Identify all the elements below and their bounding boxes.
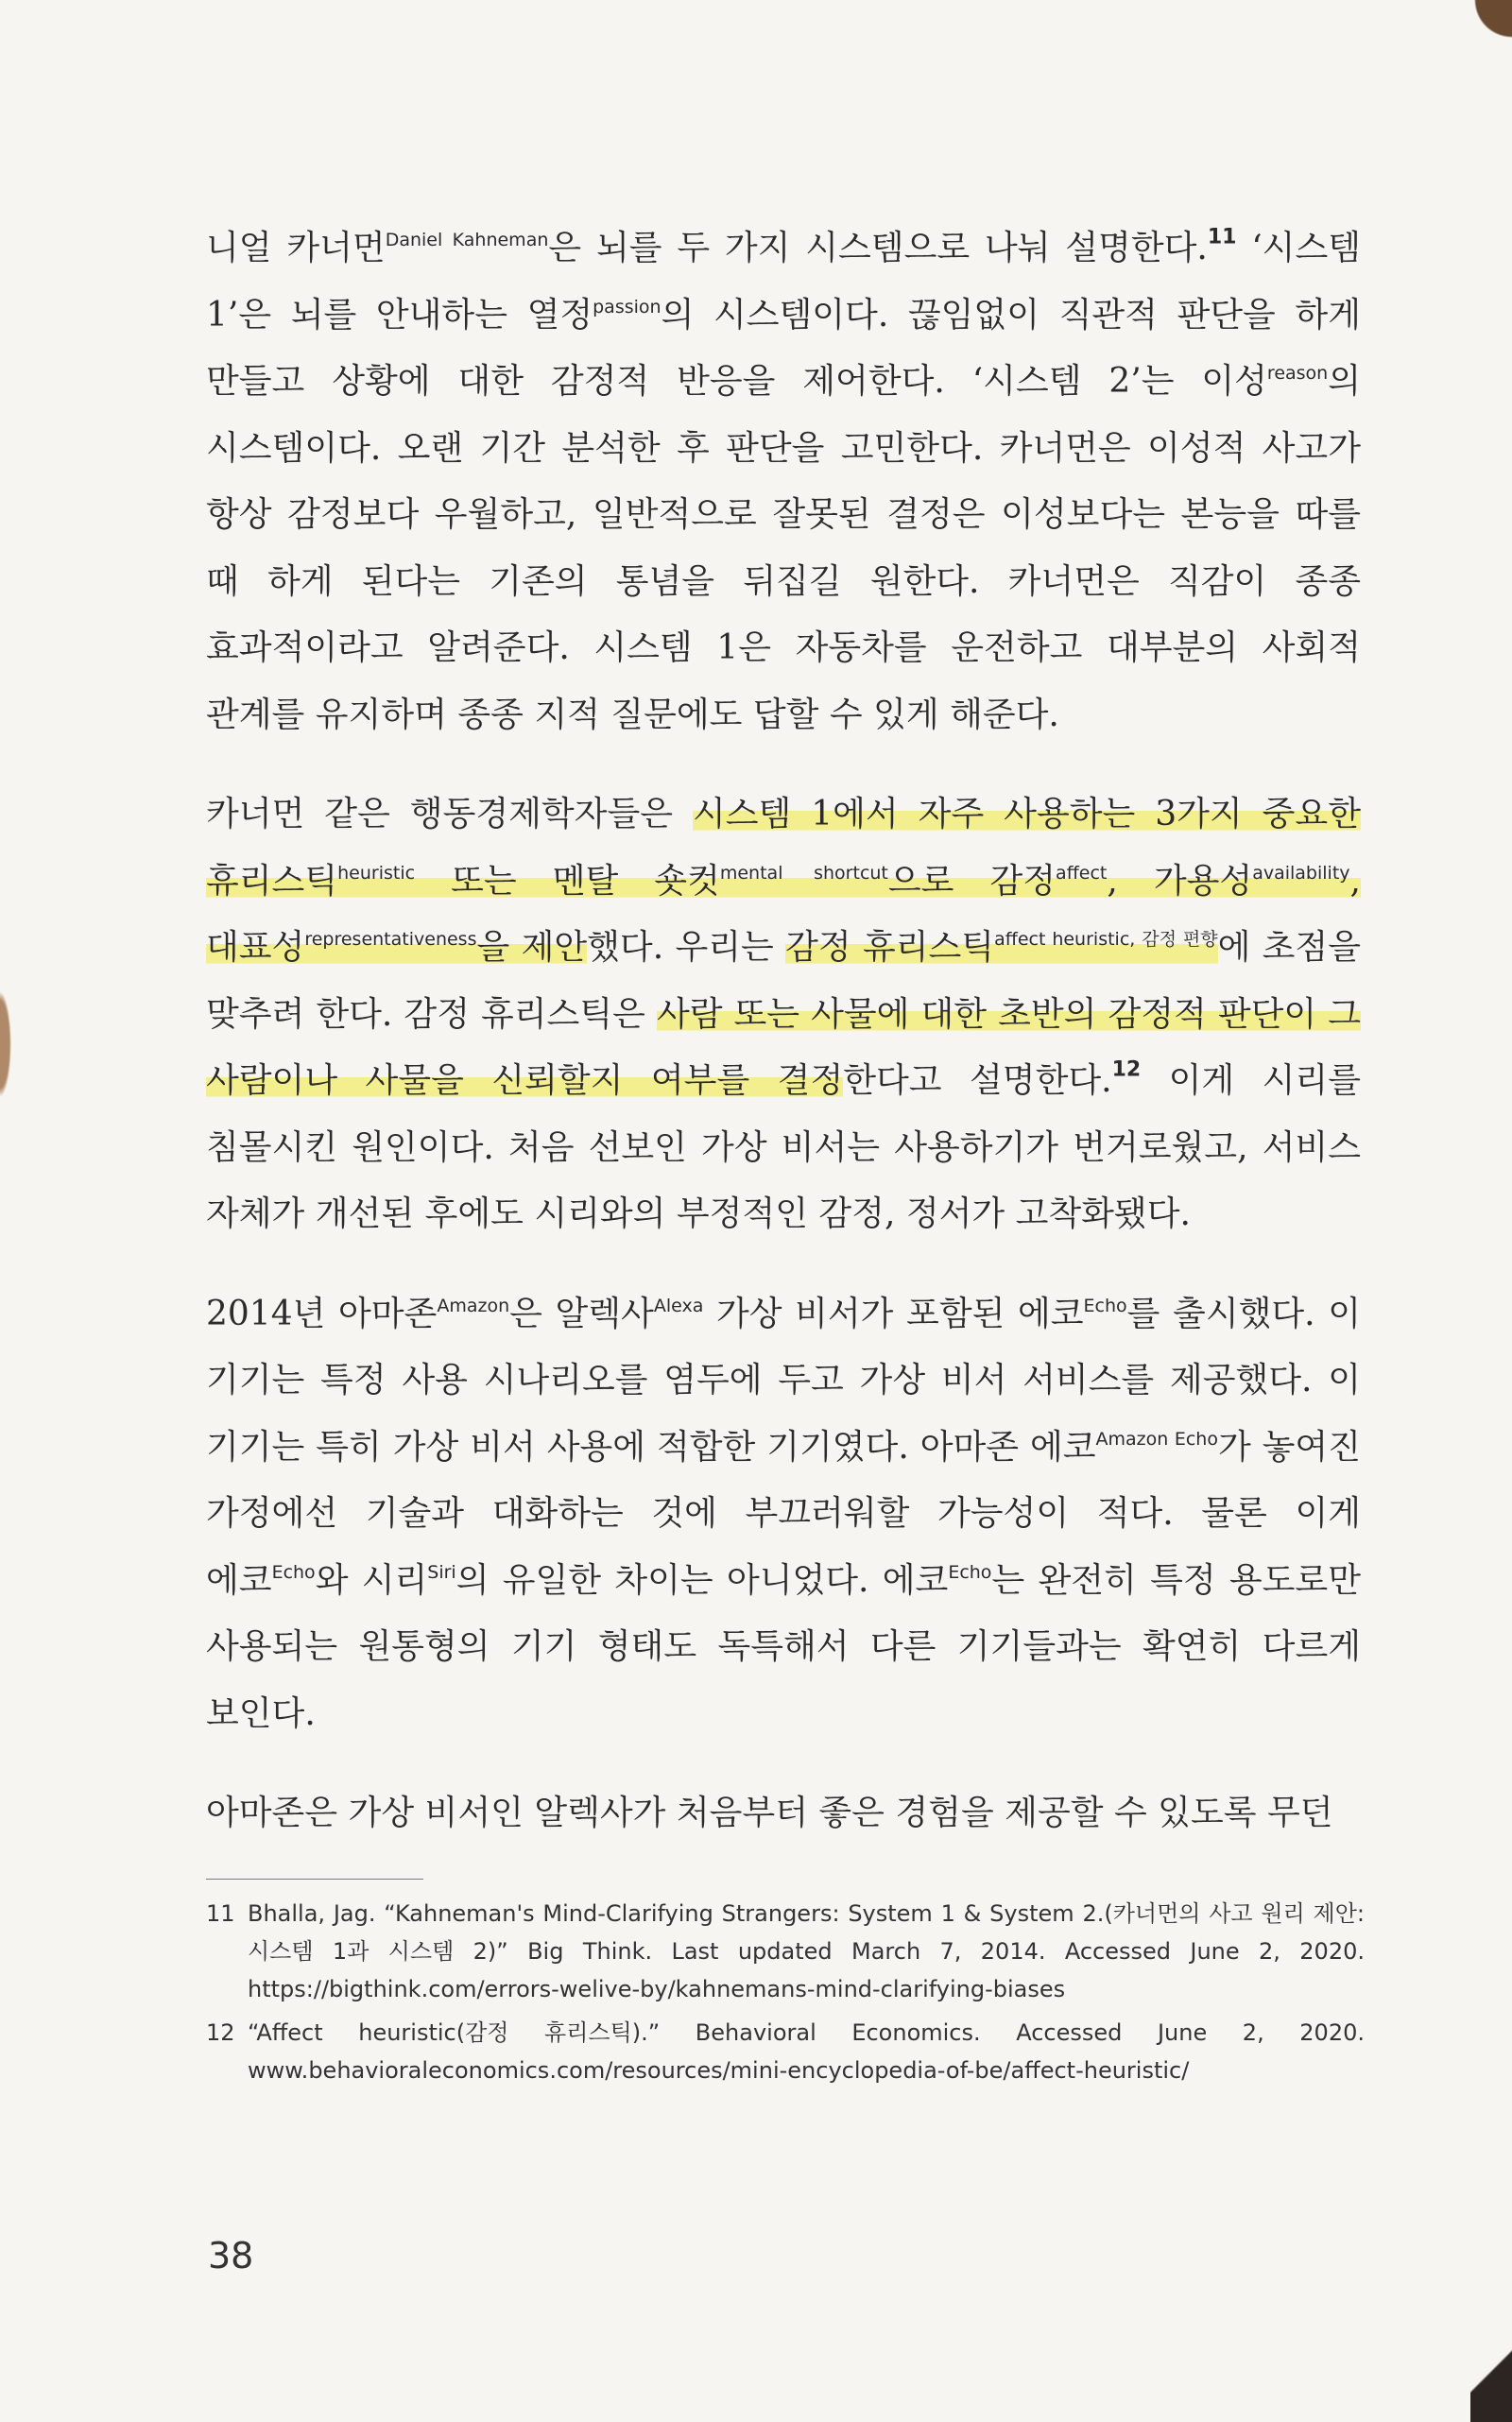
footnote [206,1895,1365,2008]
paragraph-2 [206,782,1361,1248]
gloss: Echo [948,1561,992,1583]
text-run: , 대표성 [206,861,1361,967]
page-number: 38 [208,2235,254,2276]
gloss: Amazon Echo [1095,1428,1218,1450]
text-run: 에 초점을 맞추려 한다. 감정 휴리스틱은 [206,928,1361,1034]
text-run: 이게 시리를 침몰시킨 원인이다. 처음 선보인 가상 비서는 사용하기가 번거로웠고, 서비스 자체가 개선된 후에도 시리와의 부정적인 감정, 정서가 고착화됐다. [206,1061,1361,1233]
paragraph-3 [206,1281,1361,1748]
text-run: 와 시리 [315,1560,428,1600]
text-run: 아마존은 가상 비서인 알렉사가 처음부터 좋은 경험을 제공할 수 있도록 무던 [206,1794,1333,1832]
book-edge-left [0,983,13,1106]
footnote-text: Bhalla, Jag. “Kahneman's Mind-Clarifying Strangers: System 1 & System 2.(카너먼의 사고 원리 제안: 시스템 1과 시스템 2)” Big Think. Last updated March 7, 2014. Accessed June 2, 2020. https://bigthink.com/errors-welive-by/kahnemans-mind-clarifying-biases [248,1900,1365,2002]
text-run: 감정 휴리스틱 [785,928,995,967]
text-run: 시스템 1에서 자주 사용하는 3가지 중요한 휴리스틱 [206,795,1361,901]
text-run: 니얼 카너먼 [206,229,386,267]
footnote-ref: 12 [1111,1057,1142,1082]
text-run: 한다고 설명한다. [843,1061,1112,1100]
gloss: Daniel Kahneman [385,229,549,250]
gloss: passion [593,296,662,318]
text-run: 카너먼 같은 행동경제학자들은 [206,795,693,833]
footnote-text: “Affect heuristic(감정 휴리스틱).” Behavioral Economics. Accessed June 2, 2020. www.behavioraleconomics.com/resources/mini-encyclopedia-of-be/affect-heuristic/ [248,2019,1365,2084]
gloss: Echo [271,1561,316,1583]
gloss: affect [1056,862,1108,884]
gloss: heuristic [337,862,416,884]
text-run: 은 알렉사 [509,1294,654,1333]
book-edge-bottom-right [1470,2318,1512,2422]
footnote-ref: 11 [1207,225,1237,249]
text-run: , 가용성 [1107,861,1253,901]
text-run: 또는 멘탈 숏컷 [415,861,720,901]
gloss: Siri [427,1561,456,1583]
paragraph-1 [206,215,1361,748]
gloss: reason [1266,362,1329,384]
body-text [206,215,1361,1881]
text-run: 의 시스템이다. 오랜 기간 분석한 후 판단을 고민한다. 카너먼은 이성적 사고가 항상 감정보다 우월하고, 일반적으로 잘못된 결정은 이성보다는 본능을 따를 때 하게 된다는 기존의 통념을 뒤집길 원한다. 카너먼은 직감이 종종 효과적이라고 알려준다. 시스템 1은 자동차를 운전하고 대부분의 사회적 관계를 유지하며 종종 지적 질문에도 답할 수 있게 해준다. [206,362,1361,734]
book-edge-top-right [1455,0,1512,85]
gloss: availability [1252,862,1350,884]
text-run: ‘시스템 1’은 뇌를 안내하는 열정 [206,229,1362,335]
text-run: 가상 비서가 포함된 에코 [703,1294,1084,1333]
text-run: 는 완전히 특정 용도로만 사용되는 원통형의 기기 형태도 독특해서 다른 기기들과는 확연히 다르게 보인다. [206,1560,1361,1733]
text-run: 2014년 아마존 [206,1294,438,1333]
footnotes [206,1895,1365,2095]
highlighted-text [785,928,1217,967]
footnote-divider [206,1879,423,1880]
text-run: 으로 감정 [887,861,1057,901]
gloss: mental shortcut [719,862,888,884]
gloss: affect heuristic, 감정 편향 [994,928,1218,950]
text-run: 은 뇌를 두 가지 시스템으로 나눠 설명한다. [548,229,1208,267]
gloss: Echo [1083,1295,1127,1316]
text-run: 의 유일한 차이는 아니었다. 에코 [455,1560,949,1600]
gloss: representativeness [304,928,477,950]
gloss: Alexa [653,1295,704,1316]
text-run: 가 놓여진 가정에선 기술과 대화하는 것에 부끄러워할 가능성이 적다. 물론 이게 에코 [206,1427,1361,1600]
text-run: 했다. 우리는 [587,928,786,967]
footnote-number: 11 [206,1900,235,1927]
text-run: 을 제안 [476,928,588,967]
footnote [206,2014,1365,2089]
text-run: 를 출시했다. 이 기기는 특정 사용 시나리오를 염두에 두고 가상 비서 서비스를 제공했다. 이 기기는 특히 가상 비서 사용에 적합한 기기였다. 아마존 에코 [206,1294,1361,1467]
footnote-number: 12 [206,2019,235,2046]
highlighted-text: 사람 또는 사물에 대한 초반의 감정적 판단이 그 사람이나 사물을 신뢰할지 여부를 결정 [206,994,1361,1100]
paragraph-4 [206,1780,1361,1847]
gloss: Amazon [437,1295,510,1316]
text-run: 의 시스템이다. 끊임없이 직관적 판단을 하게 만들고 상황에 대한 감정적 반응을 제어한다. ‘시스템 2’는 이성 [206,295,1361,401]
